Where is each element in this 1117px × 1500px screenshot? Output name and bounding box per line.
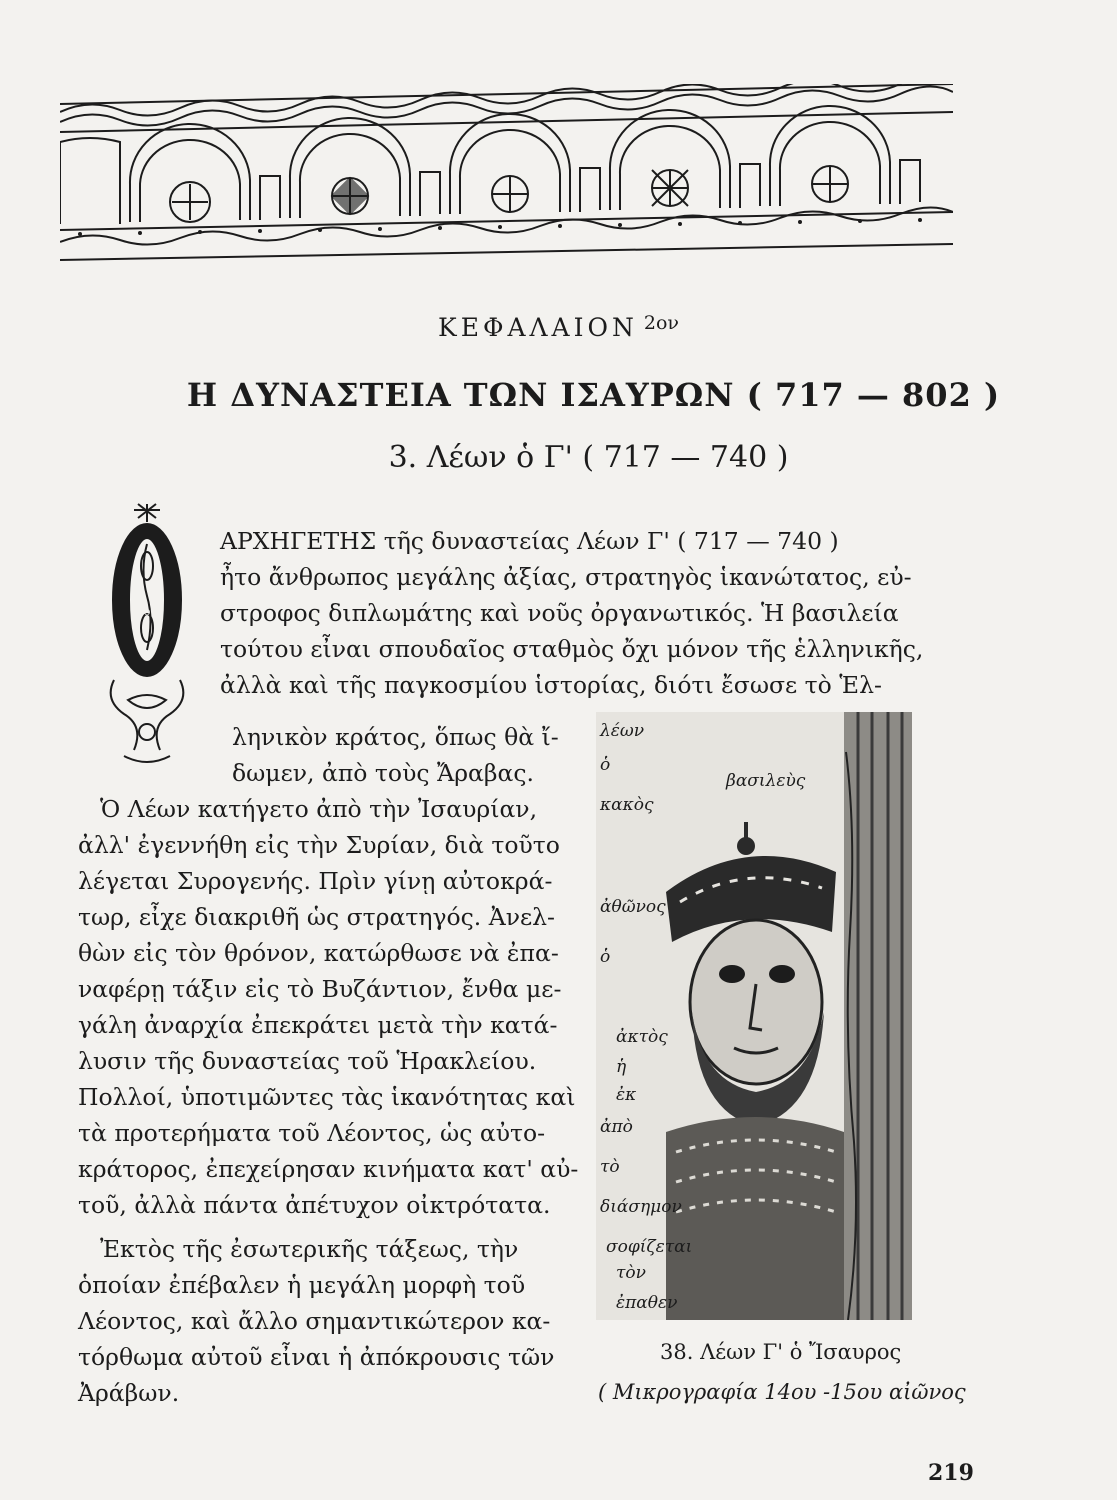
body-line: ἀλλὰ καὶ τῆς παγκοσμίου ἱστορίας, διότι ἔσωσε τὸ Ἑλ- [220, 671, 882, 699]
body-line: θὼν εἰς τὸν θρόνον, κατώρθωσε νὰ ἐπα- [78, 939, 559, 967]
body-line: ληνικὸν κράτος, ὅπως θὰ ἴ- [232, 723, 559, 751]
body-line: λέγεται Συρογενής. Πρὶν γίνῃ αὐτοκρά- [78, 867, 553, 895]
chapter-heading [0, 312, 1117, 342]
frieze-arches [60, 106, 920, 224]
drop-cap-ornament [104, 500, 190, 770]
body-line: ΑΡΧΗΓΕΤΗΣ τῆς δυναστείας Λέων Γ' ( 717 — 740 ) [220, 527, 839, 555]
body-line: Πολλοί, ὑποτιμῶντες τὰς ἱκανότητας καὶ [78, 1083, 576, 1111]
emperor-portrait-image [596, 712, 912, 1320]
body-line: τὰ προτερήματα τοῦ Λέοντος, ὡς αὐτο- [78, 1119, 546, 1147]
inscription-word: τὸν [616, 1263, 646, 1283]
inscription-word: ὁ [600, 947, 611, 967]
body-line: ἀλλ' ἐγεννήθη εἰς τὴν Συρίαν, διὰ τοῦτο [78, 831, 560, 859]
page-number: 219 [928, 1460, 974, 1486]
inscription-word: ἀκτὸς [616, 1027, 668, 1047]
body-line: Ὁ Λέων κατήγετο ἀπὸ τὴν Ἰσαυρίαν, [100, 795, 538, 823]
inscription-word: διάσημον [600, 1197, 682, 1217]
body-line: ὁποίαν ἐπέβαλεν ἡ μεγάλη μορφὴ τοῦ [78, 1271, 526, 1299]
body-line: ἦτο ἄνθρωπος μεγάλης ἀξίας, στρατηγὸς ἱκανώτατος, εὐ- [220, 563, 912, 591]
body-line: τοῦ, ἀλλὰ πάντα ἀπέτυχον οἰκτρότατα. [78, 1191, 551, 1219]
inscription-word: ὁ [600, 755, 611, 775]
body-line: τόρθωμα αὐτοῦ εἶναι ἡ ἀπόκρουσις τῶν [78, 1343, 555, 1371]
body-line: Ἐκτὸς τῆς ἐσωτερικῆς τάξεως, τὴν [100, 1235, 519, 1263]
body-line: Ἀράβων. [78, 1379, 180, 1407]
chapter-title: Η ΔΥΝΑΣΤΕΙΑ ΤΩΝ ΙΣΑΥΡΩΝ ( 717 — 802 ) [186, 376, 1001, 414]
body-line: τωρ, εἶχε διακριθῆ ὡς στρατηγός. Ἀνελ- [78, 903, 555, 931]
inscription-word: σοφίζεται [606, 1237, 693, 1257]
body-line: λυσιν τῆς δυναστείας τοῦ Ἡρακλείου. [78, 1047, 537, 1075]
body-line: γάλη ἀναρχία ἐπεκράτει μετὰ τὴν κατά- [78, 1011, 558, 1039]
inscription-word: κακὸς [600, 795, 654, 815]
inscription-word: λέων [600, 721, 645, 741]
chapter-label: ΚΕΦΑΛΑΙΟΝ [438, 313, 638, 342]
inscription-word: τὸ [600, 1157, 620, 1177]
figure-credit: ( Μικρογραφία 14ου -15ου αἰῶνος [598, 1380, 966, 1404]
body-line: ναφέρῃ τάξιν εἰς τὸ Βυζάντιον, ἔνθα με- [78, 975, 562, 1003]
figure-caption: 38. Λέων Γ' ὁ Ἴσαυρος [660, 1340, 902, 1364]
inscription-word: ἀπὸ [600, 1117, 633, 1137]
drop-cap-letter: Ο [143, 608, 151, 617]
body-line: κράτορος, ἐπεχείρησαν κινήματα κατ' αὐ- [78, 1155, 579, 1183]
body-line: τούτου εἶναι σπουδαῖος σταθμὸς ὄχι μόνον τῆς ἑλληνικῆς, [220, 635, 924, 663]
section-title: 3. Λέων ὁ Γ' ( 717 — 740 ) [388, 440, 789, 475]
inscription-word: ἡ [616, 1057, 627, 1077]
inscription-word: ἐκ [616, 1085, 637, 1105]
body-line: Λέοντος, καὶ ἄλλο σημαντικώτερον κα- [78, 1307, 551, 1335]
inscription-word: ἀθῶνος [600, 897, 666, 917]
inscription-word: βασιλεὺς [726, 771, 806, 791]
inscription-word: ἐπαθεν [616, 1293, 678, 1313]
body-line: δωμεν, ἀπὸ τοὺς Ἄραβας. [232, 759, 535, 787]
body-line: στροφος διπλωμάτης καὶ νοῦς ὀργανωτικός. Ἡ βασιλεία [220, 599, 899, 627]
chapter-number: 2ον [643, 312, 679, 334]
ornamental-frieze [60, 84, 953, 262]
